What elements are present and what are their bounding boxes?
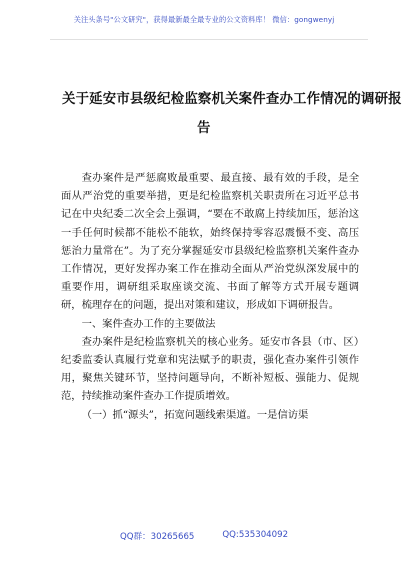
section-heading: 一、案件查办工作的主要做法 xyxy=(81,317,216,330)
page-footer xyxy=(0,530,408,550)
paragraph-intro: 查办案件是严惩腐败最重要、最直接、最有效的手段，是全面从严治党的重要举措，更是纪检监察机关职责所在习近平总书记在中央纪委二次全会上强调，“要在不敢腐上持续加压，惩治这一手任何时候都不能松不能软，始终保持零容忍震慑不变、高压惩治力量常在”。为了充分掌握延安市县级纪检监察机关案件查办工作情况，更好发挥办案工作在推动全面从严治党纵深发展中的重要作用，调研组采取座谈交流、书面了解等方式开展专题调研，梳理存在的问题，提出对策和建议，形成如下调研报告。 xyxy=(61,172,359,312)
footer-qq-contact: QQ:535304092 xyxy=(222,530,289,540)
header-divider xyxy=(50,39,368,40)
document-body xyxy=(61,169,359,424)
paragraph-core-business: 查办案件是纪检监察机关的核心业务。延安市各县（市、区）纪委监委认真履行党章和宪法赋予的职责，强化查办案件引领作用，聚焦关键环节，坚持问题导向，不断补短板、强能力、促规范，持续推动案件查办工作提质增效。 xyxy=(61,335,359,403)
document-title: 关于延安市县级纪检监察机关案件查办工作情况的调研报 xyxy=(62,91,402,107)
page-header-banner xyxy=(0,0,408,40)
header-text: 关注头条号"公文研究"，获得最新最全最专业的公文资料库！ 微信：gongwenyj xyxy=(73,15,335,24)
subsection-heading: （一）抓“源头”，拓宽问题线索渠道。一是信访渠 xyxy=(81,408,309,421)
document-title-continued: 告 xyxy=(197,120,211,136)
footer-qq-group: QQ群：30265665 xyxy=(119,532,195,542)
